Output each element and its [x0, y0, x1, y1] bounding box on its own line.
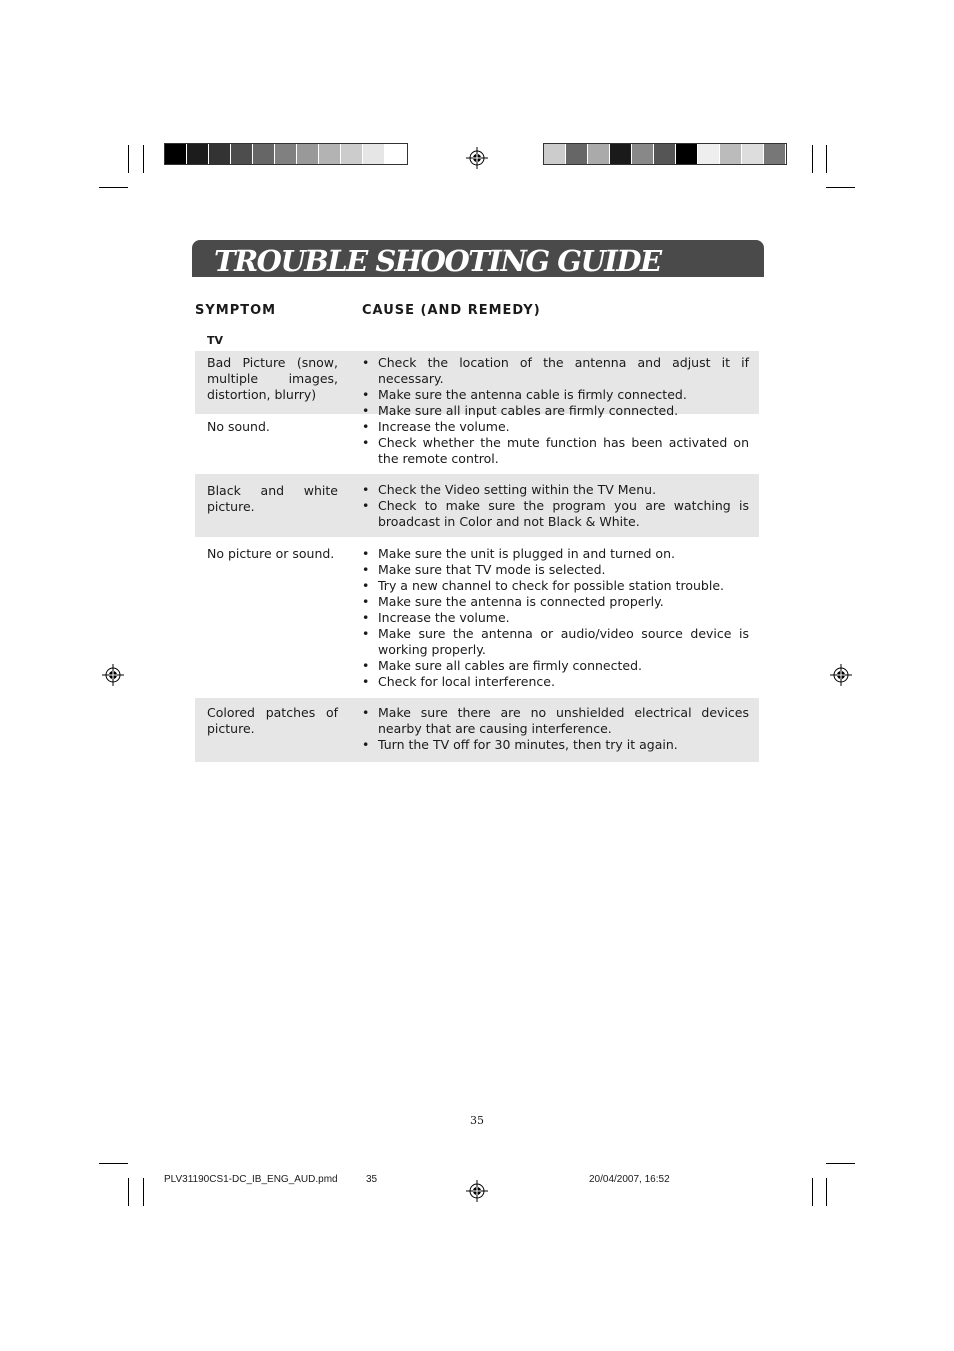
- registration-mark-icon: [102, 664, 124, 686]
- cause-item: • Make sure the antenna or audio/video source device is working properly.: [362, 626, 749, 658]
- cause-item: • Make sure all input cables are firmly connected.: [362, 403, 749, 419]
- color-swatch-bar-right: [543, 143, 787, 165]
- cause-column-header: CAUSE (AND REMEDY): [362, 303, 541, 318]
- color-swatch: [764, 144, 786, 164]
- cause-item: • Increase the volume.: [362, 610, 749, 626]
- color-swatch: [742, 144, 764, 164]
- color-swatch: [341, 144, 363, 164]
- cause-item: • Make sure the antenna cable is firmly connected.: [362, 387, 749, 403]
- section-label-tv: TV: [207, 334, 224, 347]
- color-swatch: [253, 144, 275, 164]
- color-swatch: [231, 144, 253, 164]
- registration-mark-icon: [830, 664, 852, 686]
- cause-item: • Make sure the unit is plugged in and turned on.: [362, 546, 749, 562]
- footer-filename: PLV31190CS1-DC_IB_ENG_AUD.pmd: [164, 1174, 338, 1185]
- color-swatch: [187, 144, 209, 164]
- registration-mark-icon: [466, 147, 488, 169]
- symptom-text: No sound.: [207, 419, 270, 434]
- symptom-text: Bad Picture (snow, multiple images, distortion, blurry): [207, 355, 338, 402]
- color-swatch: [654, 144, 676, 164]
- table-row: [195, 414, 759, 474]
- cause-item: • Check whether the mute function has been activated on the remote control.: [362, 435, 749, 467]
- cause-item: • Make sure there are no unshielded electrical devices nearby that are causing interference.: [362, 705, 749, 737]
- color-swatch: [632, 144, 654, 164]
- symptom-column-header: SYMPTOM: [195, 303, 277, 318]
- color-swatch: [544, 144, 566, 164]
- color-swatch: [566, 144, 588, 164]
- cause-item: • Check the Video setting within the TV Menu.: [362, 482, 749, 498]
- color-swatch: [610, 144, 632, 164]
- registration-mark-icon: [466, 1180, 488, 1202]
- symptom-text: Colored patches of picture.: [207, 705, 338, 736]
- cause-item: • Increase the volume.: [362, 419, 749, 435]
- color-swatch: [588, 144, 610, 164]
- cause-list: [362, 355, 749, 419]
- cause-list: [362, 705, 749, 753]
- cause-item: • Try a new channel to check for possible station trouble.: [362, 578, 749, 594]
- color-swatch: [209, 144, 231, 164]
- color-swatch: [385, 144, 407, 164]
- symptom-text: No picture or sound.: [207, 546, 335, 561]
- cause-list: [362, 419, 749, 467]
- cause-item: • Check to make sure the program you are watching is broadcast in Color and not Black & White.: [362, 498, 749, 530]
- color-swatch: [676, 144, 698, 164]
- cause-list: [362, 546, 749, 690]
- footer-datetime: 20/04/2007, 16:52: [589, 1174, 670, 1185]
- cause-item: • Check the location of the antenna and adjust it if necessary.: [362, 355, 749, 387]
- page-title: TROUBLE SHOOTING GUIDE: [214, 244, 661, 278]
- cause-item: • Check for local interference.: [362, 674, 749, 690]
- color-swatch: [698, 144, 720, 164]
- table-row: [195, 351, 759, 418]
- cause-item: • Turn the TV off for 30 minutes, then try it again.: [362, 737, 749, 753]
- table-row: [195, 698, 759, 762]
- color-swatch: [275, 144, 297, 164]
- symptom-text: Black and white picture.: [207, 483, 338, 514]
- color-swatch: [363, 144, 385, 164]
- cause-item: • Make sure the antenna is connected properly.: [362, 594, 749, 610]
- color-swatch: [165, 144, 187, 164]
- cause-item: • Make sure that TV mode is selected.: [362, 562, 749, 578]
- color-swatch: [720, 144, 742, 164]
- color-swatch-bar-left: [164, 143, 408, 165]
- table-row: [195, 537, 759, 698]
- color-swatch: [319, 144, 341, 164]
- page-number: 35: [470, 1114, 484, 1127]
- cause-list: [362, 482, 749, 530]
- color-swatch: [297, 144, 319, 164]
- footer-page: 35: [366, 1174, 378, 1185]
- table-row: [195, 474, 759, 537]
- cause-item: • Make sure all cables are firmly connected.: [362, 658, 749, 674]
